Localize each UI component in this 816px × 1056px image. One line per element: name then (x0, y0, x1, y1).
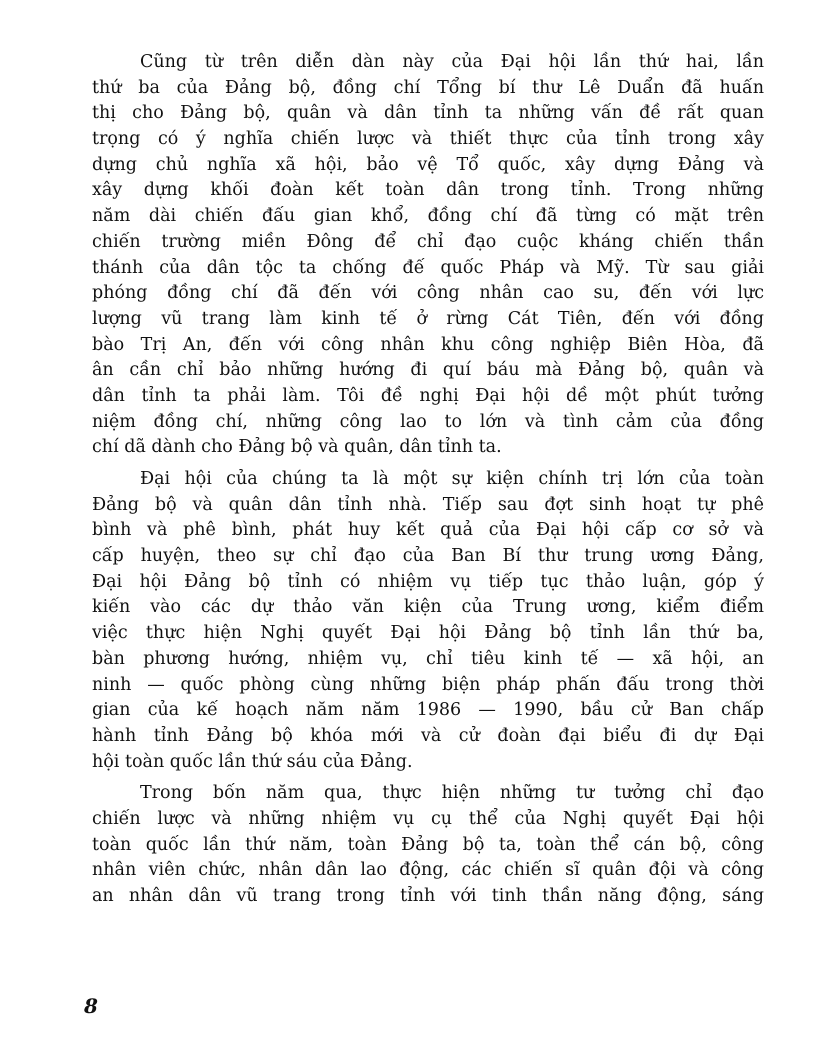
text-line: chí dã dành cho Đảng bộ và quân, dân tỉnh ta. (92, 437, 502, 458)
text-line: lượng vũ trang làm kinh tế ở rừng Cát Tiên, đến với đồng (92, 308, 764, 329)
text-line: an nhân dân vũ trang trong tỉnh với tinh thần năng động, sáng (92, 886, 764, 906)
text-line: năm dài chiến đấu gian khổ, đồng chí đã từng có mặt trên (92, 206, 764, 227)
text-line: nhân viên chức, nhân dân lao động, các chiến sĩ quân đội và công (92, 860, 764, 881)
text-line: ân cần chỉ bảo những hướng đi quí báu mà Đảng bộ, quân và (92, 360, 764, 381)
text-line: Đại hội của chúng ta là một sự kiện chính trị lớn của toàn (140, 469, 764, 489)
text-line: chiến trường miền Đông để chỉ đạo cuộc kháng chiến thần (92, 231, 764, 252)
text-line: Đại hội Đảng bộ tỉnh có nhiệm vụ tiếp tục thảo luận, góp ý (92, 571, 764, 592)
text-line: dân tỉnh ta phải làm. Tôi đề nghị Đại hội dề một phút tưởng (92, 385, 764, 406)
text-line: thánh của dân tộc ta chống đế quốc Pháp và Mỹ. Từ sau giải (92, 257, 764, 278)
text-line: trọng có ý nghĩa chiến lược và thiết thực của tỉnh trong xây (92, 129, 764, 150)
paragraph-1 (92, 50, 764, 461)
text-line: niệm đồng chí, những công lao to lớn và tình cảm của đồng (92, 411, 764, 432)
text-line: bình và phê bình, phát huy kết quả của Đại hội cấp cơ sở và (92, 520, 764, 541)
text-line: hành tỉnh Đảng bộ khóa mới và cử đoàn đại biểu đi dự Đại (92, 725, 764, 746)
text-line: dựng chủ nghĩa xã hội, bảo vệ Tổ quốc, xây dựng Đảng và (92, 154, 764, 175)
text-line: Trong bốn năm qua, thực hiện những tư tưởng chỉ đạo (140, 783, 764, 804)
text-line: toàn quốc lần thứ năm, toàn Đảng bộ ta, toàn thể cán bộ, công (92, 834, 764, 855)
text-line: bàn phương hướng, nhiệm vụ, chỉ tiêu kinh tế — xã hội, an (92, 648, 764, 669)
text-line: ninh — quốc phòng cùng những biện pháp phấn đấu trong thời (92, 674, 764, 695)
page-number: 8 (84, 994, 98, 1018)
body-text (92, 50, 764, 910)
text-line: việc thực hiện Nghị quyết Đại hội Đảng bộ tỉnh lần thứ ba, (92, 623, 764, 644)
text-line: chiến lược và những nhiệm vụ cụ thể của Nghị quyết Đại hội (92, 808, 764, 829)
text-line: xây dựng khối đoàn kết toàn dân trong tỉnh. Trong những (92, 180, 764, 201)
text-line: bào Trị An, đến với công nhân khu công nghiệp Biên Hòa, đã (92, 334, 764, 355)
paragraph-3 (92, 781, 764, 909)
paragraph-2 (92, 467, 764, 775)
text-line: phóng đồng chí đã đến với công nhân cao su, đến với lực (92, 283, 764, 304)
text-line: hội toàn quốc lần thứ sáu của Đảng. (92, 751, 413, 772)
text-line: thị cho Đảng bộ, quân và dân tỉnh ta những vấn đề rất quan (92, 103, 764, 124)
text-line: thứ ba của Đảng bộ, đồng chí Tổng bí thư Lê Duẩn đã huấn (92, 77, 764, 98)
text-line: Cũng từ trên diễn dàn này của Đại hội lần thứ hai, lần (140, 52, 764, 72)
text-line: gian của kế hoạch năm năm 1986 — 1990, bầu cử Ban chấp (92, 700, 764, 721)
text-line: Đảng bộ và quân dân tỉnh nhà. Tiếp sau đợt sinh hoạt tự phê (92, 494, 764, 515)
text-line: kiến vào các dự thảo văn kiện của Trung ương, kiểm điểm (92, 597, 764, 618)
text-line: cấp huyện, theo sự chỉ đạo của Ban Bí thư trung ương Đảng, (92, 546, 764, 567)
